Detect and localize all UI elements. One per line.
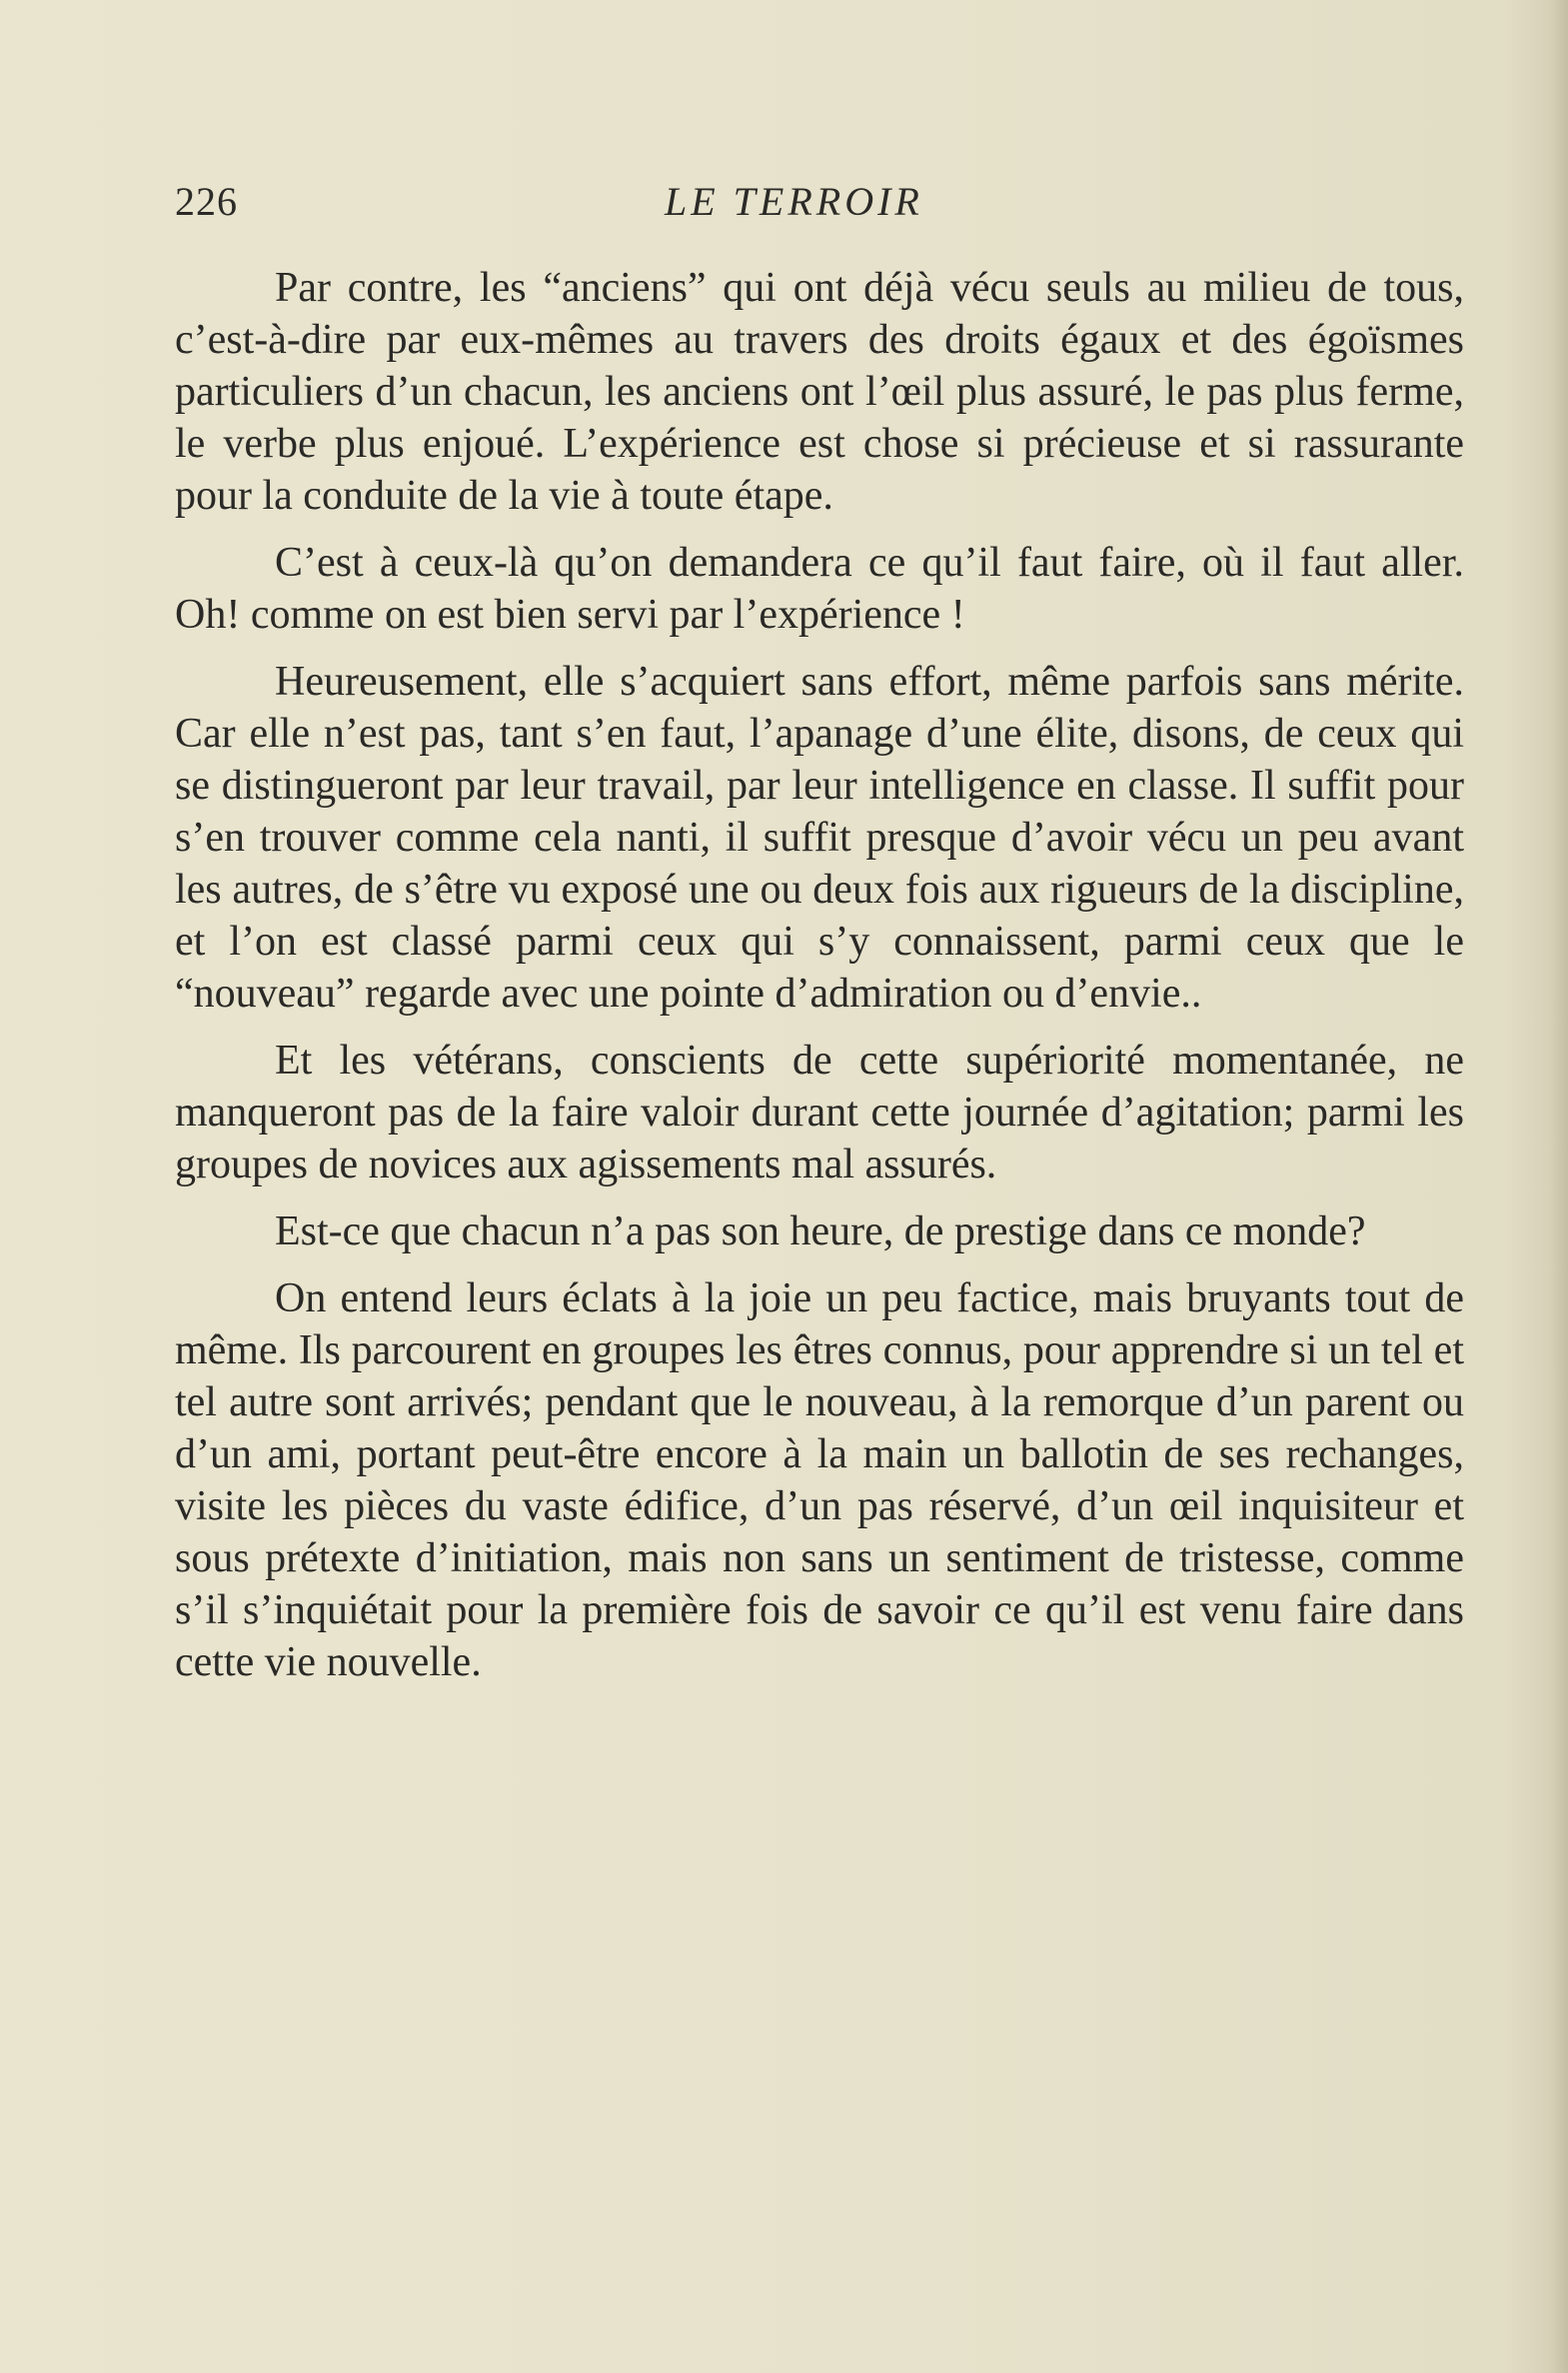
paragraph: Heureusement, elle s’acquiert sans effort, même parfois sans mérite. Car elle n’est pas, tant s’en faut, l’apanage d’une élite, disons, de ceux qui se distingueront par leur travail, par leur intelligence en classe. Il suffit pour s’en trouver comme cela nanti, il suffit presque d’avoir vécu un peu avant les autres, de s’être vu exposé une ou deux fois aux rigueurs de la discipline, et l’on est classé parmi ceux qui s’y connaissent, parmi ceux que le “nouveau” regarde avec une pointe d’admiration ou d’envie.. [175,659,1464,1017]
body-text [175,262,1464,1703]
paragraph: Est-ce que chacun n’a pas son heure, de prestige dans ce monde? [275,1208,1366,1254]
book-title: LE TERROIR [665,179,923,224]
page-number: 226 [175,179,238,224]
paragraph: Par contre, les “anciens” qui ont déjà vécu seuls au milieu de tous, c’est-à-dire par eux-mêmes au travers des droits égaux et des égoïsmes particuliers d’un chacun, les anciens ont l’œil plus assuré, le pas plus ferme, le verbe plus enjoué. L’expérience est chose si précieuse et si rassurante pour la conduite de la vie à toute étape. [175,265,1464,519]
paragraph: C’est à ceux-là qu’on demandera ce qu’il faut faire, où il faut aller. Oh! comme on est bien servi par l’expérience ! [175,540,1464,638]
paragraph: On entend leurs éclats à la joie un peu factice, mais bruyants tout de même. Ils parcourent en groupes les êtres connus, pour apprendre si un tel et tel autre sont arrivés; pendant que le nouveau, à la remorque d’un parent ou d’un ami, portant peut-être encore à la main un ballotin de ses rechanges, visite les pièces du vaste édifice, d’un pas réservé, d’un œil inquisiteur et sous prétexte d’initiation, mais non sans un sentiment de tristesse, comme s’il s’inquiétait pour la première fois de savoir ce qu’il est venu faire dans cette vie nouvelle. [175,1275,1464,1685]
running-head [175,178,1464,238]
page-edge-shadow [1550,0,1568,2373]
paragraph: Et les vétérans, conscients de cette supériorité momentanée, ne manqueront pas de la faire valoir durant cette journée d’agitation; parmi les groupes de novices aux agissements mal assurés. [175,1038,1464,1187]
